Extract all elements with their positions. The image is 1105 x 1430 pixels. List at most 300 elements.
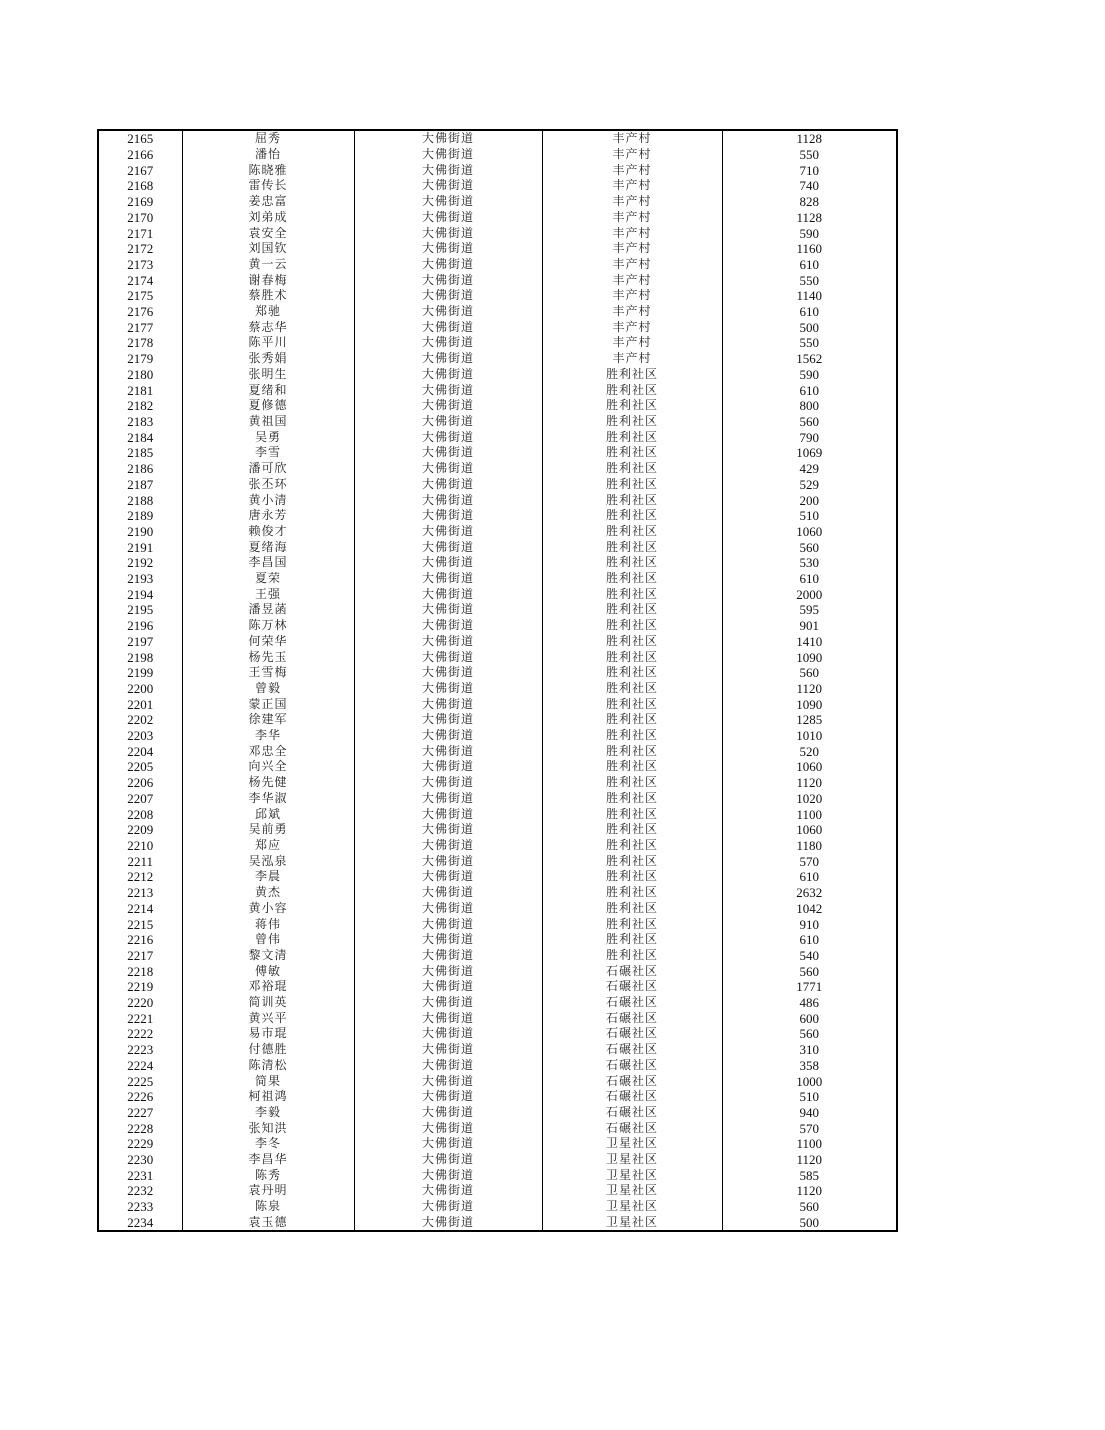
row-number-cell: 2229 [98,1136,182,1152]
community-cell: 胜利社区 [542,476,722,492]
table-row [98,759,897,775]
row-number-cell: 2231 [98,1167,182,1183]
table-row [98,791,897,807]
table-row [98,445,897,461]
row-number-cell: 2220 [98,995,182,1011]
table-row [98,476,897,492]
amount-cell: 1128 [722,210,897,226]
row-number-cell: 2199 [98,665,182,681]
street-cell: 大佛街道 [354,210,542,226]
row-number-cell: 2223 [98,1042,182,1058]
table-row [98,162,897,178]
table-row [98,1105,897,1121]
row-number-cell: 2215 [98,916,182,932]
community-cell: 胜利社区 [542,602,722,618]
table-row [98,806,897,822]
street-cell: 大佛街道 [354,1057,542,1073]
community-cell: 石碾社区 [542,1120,722,1136]
amount-cell: 940 [722,1105,897,1121]
table-row [98,351,897,367]
row-number-cell: 2174 [98,272,182,288]
community-cell: 胜利社区 [542,806,722,822]
street-cell: 大佛街道 [354,916,542,932]
amount-cell: 1060 [722,822,897,838]
amount-cell: 1100 [722,806,897,822]
table-row [98,429,897,445]
community-cell: 丰产村 [542,272,722,288]
street-cell: 大佛街道 [354,1183,542,1199]
street-cell: 大佛街道 [354,178,542,194]
table-row [98,241,897,257]
street-cell: 大佛街道 [354,948,542,964]
community-cell: 胜利社区 [542,665,722,681]
amount-cell: 486 [722,995,897,1011]
name-cell: 吴前勇 [182,822,354,838]
name-cell: 王强 [182,586,354,602]
community-cell: 胜利社区 [542,696,722,712]
community-cell: 胜利社区 [542,461,722,477]
row-number-cell: 2182 [98,398,182,414]
table-row [98,130,897,147]
table-row [98,649,897,665]
community-cell: 胜利社区 [542,728,722,744]
street-cell: 大佛街道 [354,743,542,759]
name-cell: 黎文清 [182,948,354,964]
street-cell: 大佛街道 [354,995,542,1011]
amount-cell: 710 [722,162,897,178]
amount-cell: 910 [722,916,897,932]
street-cell: 大佛街道 [354,759,542,775]
street-cell: 大佛街道 [354,1215,542,1232]
amount-cell: 520 [722,743,897,759]
row-number-cell: 2185 [98,445,182,461]
table-row [98,728,897,744]
row-number-cell: 2219 [98,979,182,995]
row-number-cell: 2207 [98,791,182,807]
row-number-cell: 2234 [98,1215,182,1232]
name-cell: 李雪 [182,445,354,461]
street-cell: 大佛街道 [354,900,542,916]
table-row [98,524,897,540]
table-row [98,634,897,650]
name-cell: 邱斌 [182,806,354,822]
amount-cell: 1090 [722,696,897,712]
street-cell: 大佛街道 [354,571,542,587]
name-cell: 黄祖国 [182,414,354,430]
amount-cell: 310 [722,1042,897,1058]
community-cell: 丰产村 [542,257,722,273]
amount-cell: 600 [722,1010,897,1026]
community-cell: 胜利社区 [542,571,722,587]
table-row [98,775,897,791]
street-cell: 大佛街道 [354,618,542,634]
row-number-cell: 2203 [98,728,182,744]
community-cell: 胜利社区 [542,916,722,932]
street-cell: 大佛街道 [354,257,542,273]
row-number-cell: 2180 [98,367,182,383]
table-row [98,869,897,885]
community-cell: 胜利社区 [542,367,722,383]
row-number-cell: 2228 [98,1120,182,1136]
amount-cell: 1060 [722,524,897,540]
table-row [98,555,897,571]
community-cell: 胜利社区 [542,429,722,445]
amount-cell: 1010 [722,728,897,744]
amount-cell: 1020 [722,791,897,807]
community-cell: 胜利社区 [542,634,722,650]
table-row [98,838,897,854]
amount-cell: 510 [722,508,897,524]
row-number-cell: 2225 [98,1073,182,1089]
street-cell: 大佛街道 [354,1167,542,1183]
community-cell: 胜利社区 [542,775,722,791]
amount-cell: 610 [722,869,897,885]
table-row [98,1199,897,1215]
amount-cell: 1069 [722,445,897,461]
name-cell: 潘可欣 [182,461,354,477]
street-cell: 大佛街道 [354,130,542,147]
table-row [98,508,897,524]
row-number-cell: 2187 [98,476,182,492]
name-cell: 刘国钦 [182,241,354,257]
street-cell: 大佛街道 [354,696,542,712]
row-number-cell: 2216 [98,932,182,948]
amount-cell: 550 [722,335,897,351]
name-cell: 付德胜 [182,1042,354,1058]
amount-cell: 800 [722,398,897,414]
name-cell: 夏绪和 [182,382,354,398]
row-number-cell: 2214 [98,900,182,916]
street-cell: 大佛街道 [354,712,542,728]
row-number-cell: 2191 [98,539,182,555]
community-cell: 胜利社区 [542,382,722,398]
table-row [98,885,897,901]
row-number-cell: 2193 [98,571,182,587]
community-cell: 胜利社区 [542,524,722,540]
row-number-cell: 2202 [98,712,182,728]
table-row [98,916,897,932]
table-row [98,382,897,398]
amount-cell: 2632 [722,885,897,901]
community-cell: 胜利社区 [542,649,722,665]
row-number-cell: 2205 [98,759,182,775]
name-cell: 曾伟 [182,932,354,948]
community-cell: 石碾社区 [542,1089,722,1105]
amount-cell: 540 [722,948,897,964]
row-number-cell: 2166 [98,147,182,163]
amount-cell: 560 [722,963,897,979]
table-row [98,335,897,351]
community-cell: 胜利社区 [542,822,722,838]
community-cell: 石碾社区 [542,1057,722,1073]
row-number-cell: 2201 [98,696,182,712]
amount-cell: 1042 [722,900,897,916]
street-cell: 大佛街道 [354,838,542,854]
table-row [98,665,897,681]
amount-cell: 1771 [722,979,897,995]
street-cell: 大佛街道 [354,1073,542,1089]
amount-cell: 901 [722,618,897,634]
name-cell: 陈平川 [182,335,354,351]
table-row [98,1057,897,1073]
community-cell: 丰产村 [542,335,722,351]
table-row [98,822,897,838]
table-row [98,696,897,712]
name-cell: 李昌国 [182,555,354,571]
name-cell: 简果 [182,1073,354,1089]
community-cell: 石碾社区 [542,1105,722,1121]
name-cell: 杨先健 [182,775,354,791]
community-cell: 石碾社区 [542,963,722,979]
street-cell: 大佛街道 [354,822,542,838]
street-cell: 大佛街道 [354,1120,542,1136]
table-row [98,1073,897,1089]
row-number-cell: 2224 [98,1057,182,1073]
amount-cell: 610 [722,257,897,273]
name-cell: 郑驰 [182,304,354,320]
name-cell: 雷传长 [182,178,354,194]
table-row [98,288,897,304]
table-row [98,414,897,430]
table-row [98,1136,897,1152]
street-cell: 大佛街道 [354,147,542,163]
amount-cell: 2000 [722,586,897,602]
amount-cell: 1120 [722,1183,897,1199]
row-number-cell: 2208 [98,806,182,822]
name-cell: 吴勇 [182,429,354,445]
amount-cell: 510 [722,1089,897,1105]
name-cell: 邓裕琨 [182,979,354,995]
community-cell: 丰产村 [542,178,722,194]
community-cell: 胜利社区 [542,414,722,430]
street-cell: 大佛街道 [354,194,542,210]
street-cell: 大佛街道 [354,461,542,477]
street-cell: 大佛街道 [354,476,542,492]
amount-cell: 500 [722,319,897,335]
name-cell: 张丕环 [182,476,354,492]
community-cell: 胜利社区 [542,853,722,869]
amount-cell: 595 [722,602,897,618]
row-number-cell: 2169 [98,194,182,210]
table-row [98,1010,897,1026]
street-cell: 大佛街道 [354,398,542,414]
community-cell: 胜利社区 [542,555,722,571]
row-number-cell: 2209 [98,822,182,838]
community-cell: 丰产村 [542,162,722,178]
amount-cell: 1410 [722,634,897,650]
row-number-cell: 2212 [98,869,182,885]
name-cell: 唐永芳 [182,508,354,524]
street-cell: 大佛街道 [354,367,542,383]
community-cell: 胜利社区 [542,900,722,916]
amount-cell: 570 [722,1120,897,1136]
street-cell: 大佛街道 [354,932,542,948]
row-number-cell: 2183 [98,414,182,430]
name-cell: 刘弟成 [182,210,354,226]
row-number-cell: 2189 [98,508,182,524]
street-cell: 大佛街道 [354,602,542,618]
row-number-cell: 2171 [98,225,182,241]
amount-cell: 1285 [722,712,897,728]
row-number-cell: 2210 [98,838,182,854]
table-row [98,398,897,414]
community-cell: 胜利社区 [542,838,722,854]
row-number-cell: 2204 [98,743,182,759]
community-cell: 石碾社区 [542,979,722,995]
street-cell: 大佛街道 [354,775,542,791]
name-cell: 郑应 [182,838,354,854]
community-cell: 丰产村 [542,147,722,163]
amount-cell: 1120 [722,775,897,791]
table-row [98,1089,897,1105]
name-cell: 李毅 [182,1105,354,1121]
table-row [98,948,897,964]
name-cell: 吴泓泉 [182,853,354,869]
name-cell: 李冬 [182,1136,354,1152]
row-number-cell: 2197 [98,634,182,650]
community-cell: 丰产村 [542,288,722,304]
amount-cell: 560 [722,665,897,681]
table-row [98,932,897,948]
row-number-cell: 2173 [98,257,182,273]
street-cell: 大佛街道 [354,445,542,461]
amount-cell: 560 [722,1026,897,1042]
table-row [98,492,897,508]
amount-cell: 1100 [722,1136,897,1152]
row-number-cell: 2170 [98,210,182,226]
community-cell: 丰产村 [542,194,722,210]
name-cell: 陈清松 [182,1057,354,1073]
table-row [98,367,897,383]
community-cell: 胜利社区 [542,743,722,759]
name-cell: 何荣华 [182,634,354,650]
street-cell: 大佛街道 [354,414,542,430]
street-cell: 大佛街道 [354,853,542,869]
amount-cell: 1160 [722,241,897,257]
community-cell: 石碾社区 [542,1073,722,1089]
table-row [98,319,897,335]
community-cell: 丰产村 [542,130,722,147]
table-row [98,225,897,241]
amount-cell: 610 [722,571,897,587]
row-number-cell: 2178 [98,335,182,351]
row-number-cell: 2218 [98,963,182,979]
community-cell: 卫星社区 [542,1167,722,1183]
table-row [98,1167,897,1183]
amount-cell: 740 [722,178,897,194]
street-cell: 大佛街道 [354,304,542,320]
amount-cell: 500 [722,1215,897,1232]
row-number-cell: 2190 [98,524,182,540]
name-cell: 屈秀 [182,130,354,147]
name-cell: 曾毅 [182,681,354,697]
street-cell: 大佛街道 [354,335,542,351]
table-row [98,743,897,759]
street-cell: 大佛街道 [354,681,542,697]
street-cell: 大佛街道 [354,319,542,335]
amount-cell: 358 [722,1057,897,1073]
street-cell: 大佛街道 [354,963,542,979]
amount-cell: 560 [722,414,897,430]
amount-cell: 560 [722,1199,897,1215]
name-cell: 陈秀 [182,1167,354,1183]
table-row [98,963,897,979]
street-cell: 大佛街道 [354,1089,542,1105]
row-number-cell: 2195 [98,602,182,618]
table-row [98,178,897,194]
table-row [98,571,897,587]
amount-cell: 610 [722,304,897,320]
row-number-cell: 2198 [98,649,182,665]
name-cell: 李华淑 [182,791,354,807]
street-cell: 大佛街道 [354,539,542,555]
street-cell: 大佛街道 [354,806,542,822]
street-cell: 大佛街道 [354,1010,542,1026]
row-number-cell: 2227 [98,1105,182,1121]
name-cell: 夏荣 [182,571,354,587]
community-cell: 胜利社区 [542,759,722,775]
street-cell: 大佛街道 [354,272,542,288]
row-number-cell: 2192 [98,555,182,571]
table-row [98,304,897,320]
street-cell: 大佛街道 [354,1105,542,1121]
row-number-cell: 2206 [98,775,182,791]
row-number-cell: 2168 [98,178,182,194]
table-row [98,586,897,602]
row-number-cell: 2176 [98,304,182,320]
name-cell: 张秀娟 [182,351,354,367]
street-cell: 大佛街道 [354,634,542,650]
amount-cell: 610 [722,932,897,948]
community-cell: 石碾社区 [542,1026,722,1042]
name-cell: 陈万林 [182,618,354,634]
street-cell: 大佛街道 [354,979,542,995]
community-cell: 石碾社区 [542,995,722,1011]
street-cell: 大佛街道 [354,382,542,398]
community-cell: 石碾社区 [542,1042,722,1058]
community-cell: 胜利社区 [542,885,722,901]
name-cell: 王雪梅 [182,665,354,681]
community-cell: 胜利社区 [542,681,722,697]
community-cell: 胜利社区 [542,539,722,555]
name-cell: 黄杰 [182,885,354,901]
table-row [98,681,897,697]
amount-cell: 1060 [722,759,897,775]
amount-cell: 610 [722,382,897,398]
street-cell: 大佛街道 [354,351,542,367]
community-cell: 胜利社区 [542,791,722,807]
community-cell: 卫星社区 [542,1199,722,1215]
name-cell: 姜忠富 [182,194,354,210]
community-cell: 卫星社区 [542,1152,722,1168]
row-number-cell: 2230 [98,1152,182,1168]
community-cell: 胜利社区 [542,508,722,524]
table-row [98,461,897,477]
community-cell: 卫星社区 [542,1136,722,1152]
table-row [98,602,897,618]
name-cell: 黄小清 [182,492,354,508]
community-cell: 丰产村 [542,241,722,257]
name-cell: 张知洪 [182,1120,354,1136]
name-cell: 易市琨 [182,1026,354,1042]
amount-cell: 828 [722,194,897,210]
table-row [98,1215,897,1232]
row-number-cell: 2196 [98,618,182,634]
name-cell: 潘怡 [182,147,354,163]
name-cell: 夏修德 [182,398,354,414]
street-cell: 大佛街道 [354,429,542,445]
name-cell: 赖俊才 [182,524,354,540]
